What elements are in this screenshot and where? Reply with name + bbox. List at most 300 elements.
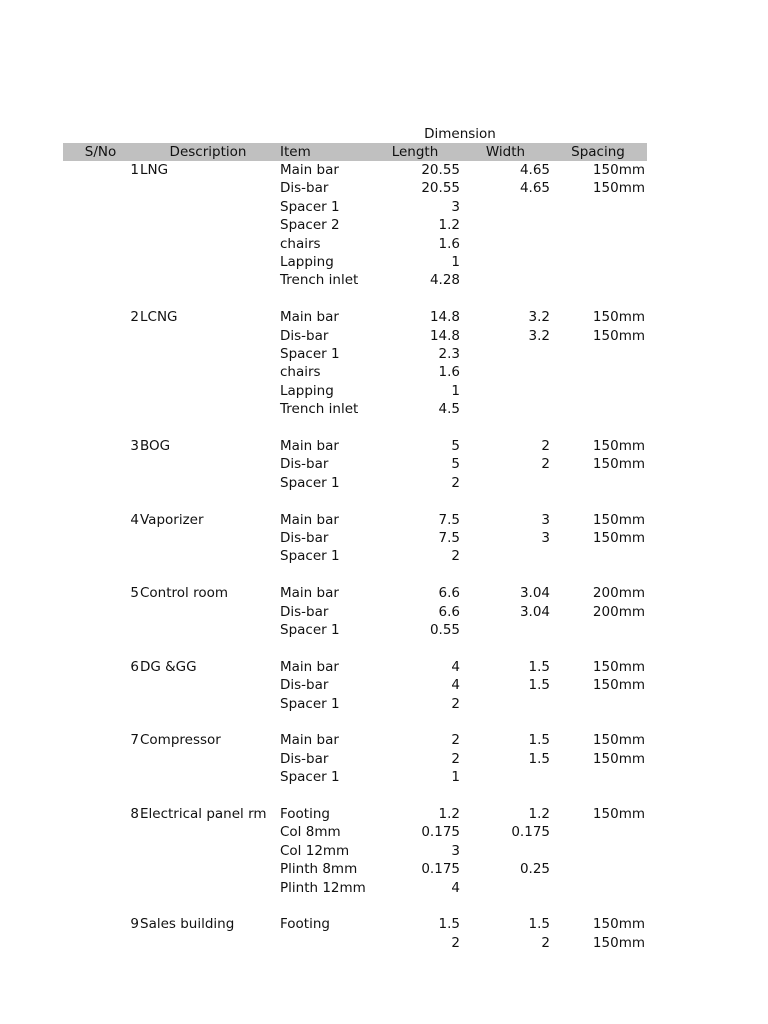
row-description [140, 934, 280, 952]
row-description: BOG [140, 438, 171, 454]
row-description [140, 345, 280, 363]
row-number: 7 [130, 732, 139, 749]
row-width: 1.5 [528, 916, 550, 933]
row-number [63, 676, 139, 694]
table-row [63, 750, 647, 768]
row-item: Main bar [280, 732, 339, 749]
row-description [140, 547, 280, 565]
row-width: 3.2 [528, 327, 550, 344]
row-width [473, 566, 550, 584]
row-item: Plinth 12mm [280, 879, 366, 896]
row-item: Footing [280, 806, 330, 822]
row-width [473, 492, 550, 510]
row-spacing: 150mm [592, 750, 645, 767]
row-item: Main bar [280, 585, 339, 602]
row-description [140, 290, 280, 308]
row-length: 6.6 [438, 603, 460, 620]
row-description: Control room [140, 585, 229, 602]
row-item: Spacer 2 [280, 217, 340, 234]
row-length: 6.6 [438, 585, 460, 602]
table-row [63, 161, 647, 179]
row-item [280, 934, 390, 952]
table-row [63, 253, 647, 271]
row-number [63, 787, 139, 805]
row-width: 2 [541, 438, 550, 454]
table-row [63, 345, 647, 363]
dimension-group-title: Dimension [424, 126, 496, 142]
row-width [473, 713, 550, 731]
row-spacing [563, 216, 645, 234]
header-row [63, 143, 647, 161]
row-description [140, 860, 280, 878]
table-row [63, 419, 647, 437]
row-description [140, 455, 280, 473]
row-number [63, 382, 139, 400]
row-description [140, 879, 280, 897]
row-spacing: 150mm [592, 180, 645, 197]
row-description [140, 750, 280, 768]
row-width: 0.175 [511, 824, 550, 841]
table-row [63, 787, 647, 805]
row-length [380, 787, 460, 805]
row-width [473, 621, 550, 639]
row-number: 1 [130, 162, 139, 178]
row-width [473, 842, 550, 860]
row-item: Lapping [280, 254, 334, 270]
row-item: Main bar [280, 511, 339, 528]
row-width [473, 382, 550, 400]
row-item: Spacer 1 [280, 548, 340, 565]
row-spacing: 150mm [592, 677, 645, 694]
row-item [280, 639, 390, 657]
row-width [473, 419, 550, 437]
row-item: Main bar [280, 658, 339, 675]
row-width: 4.65 [519, 162, 550, 178]
row-description: Electrical panel rm [140, 806, 267, 822]
row-width [473, 474, 550, 492]
row-number: 5 [130, 585, 139, 602]
row-item: Col 12mm [280, 842, 350, 859]
row-number [63, 879, 139, 897]
row-number [63, 823, 139, 841]
row-width [473, 216, 550, 234]
row-width [473, 345, 550, 363]
row-item: Lapping [280, 382, 334, 399]
table-row [63, 437, 647, 455]
row-description [140, 566, 280, 584]
row-description [140, 639, 280, 657]
table-row [63, 363, 647, 381]
row-spacing: 150mm [592, 806, 645, 822]
row-item: chairs [280, 235, 321, 252]
row-width [473, 400, 550, 418]
row-length: 14.8 [429, 309, 460, 326]
row-item: Dis-bar [280, 530, 329, 546]
row-number [63, 345, 139, 363]
row-length [380, 566, 460, 584]
row-width: 3.04 [519, 603, 550, 620]
row-spacing: 150mm [592, 658, 645, 675]
row-description [140, 897, 280, 915]
row-description [140, 382, 280, 400]
row-width: 3.04 [519, 585, 550, 602]
row-number [63, 639, 139, 657]
row-length: 3 [451, 198, 460, 215]
row-number [63, 566, 139, 584]
row-spacing: 150mm [592, 934, 645, 951]
row-item: Spacer 1 [280, 695, 340, 712]
row-spacing [563, 823, 645, 841]
header-length: Length [391, 144, 439, 160]
row-item: Dis-bar [280, 677, 329, 694]
row-length [380, 713, 460, 731]
row-spacing [563, 198, 645, 216]
row-number [63, 897, 139, 915]
row-length: 4.5 [438, 401, 460, 418]
row-description [140, 695, 280, 713]
row-description [140, 179, 280, 197]
row-item [280, 897, 390, 915]
row-width: 3 [541, 530, 550, 546]
row-length: 1.6 [438, 235, 460, 252]
table-row [63, 492, 647, 510]
row-number [63, 474, 139, 492]
row-spacing: 200mm [592, 585, 645, 602]
table-row [63, 658, 647, 676]
row-width: 1.2 [528, 806, 550, 822]
row-item: Dis-bar [280, 180, 329, 197]
row-width [473, 639, 550, 657]
row-length: 1 [451, 254, 460, 270]
row-description [140, 713, 280, 731]
row-description [140, 216, 280, 234]
row-item: Main bar [280, 162, 339, 178]
row-spacing [563, 787, 645, 805]
row-number: 9 [130, 916, 139, 933]
table-row [63, 731, 647, 749]
row-width: 3.2 [528, 309, 550, 326]
row-item: Dis-bar [280, 750, 329, 767]
table-row [63, 529, 647, 547]
row-item [280, 492, 390, 510]
row-description [140, 529, 280, 547]
row-length [380, 492, 460, 510]
row-width: 3 [541, 511, 550, 528]
row-spacing [563, 419, 645, 437]
table-row [63, 198, 647, 216]
table-row [63, 676, 647, 694]
row-spacing: 150mm [592, 162, 645, 178]
row-description [140, 676, 280, 694]
table-row [63, 695, 647, 713]
row-width: 1.5 [528, 677, 550, 694]
row-length: 2 [451, 474, 460, 491]
row-spacing [563, 547, 645, 565]
header-item: Item [280, 144, 311, 160]
table-row [63, 455, 647, 473]
table-row [63, 566, 647, 584]
row-number [63, 455, 139, 473]
row-width: 1.5 [528, 732, 550, 749]
header-width: Width [485, 144, 526, 160]
row-width: 2 [541, 456, 550, 473]
row-item: Dis-bar [280, 456, 329, 473]
row-description [140, 235, 280, 253]
row-description [140, 787, 280, 805]
row-width: 0.25 [519, 861, 550, 878]
table-row [63, 842, 647, 860]
row-number [63, 216, 139, 234]
row-number [63, 860, 139, 878]
row-description [140, 419, 280, 437]
row-spacing [563, 271, 645, 289]
row-length: 4 [451, 677, 460, 694]
row-spacing: 150mm [592, 916, 645, 933]
row-item [280, 566, 390, 584]
header-spacing: Spacing [571, 144, 625, 160]
row-length: 2 [451, 732, 460, 749]
row-number [63, 363, 139, 381]
row-width [473, 363, 550, 381]
row-description [140, 768, 280, 786]
table-row [63, 934, 647, 952]
row-spacing [563, 621, 645, 639]
row-length: 0.175 [421, 861, 460, 878]
row-number [63, 253, 139, 271]
table-row [63, 879, 647, 897]
row-item: Footing [280, 916, 330, 933]
row-length: 3 [451, 842, 460, 859]
row-length: 4 [451, 879, 460, 896]
row-spacing [563, 363, 645, 381]
row-spacing [563, 566, 645, 584]
row-width [473, 290, 550, 308]
row-description [140, 400, 280, 418]
row-length [380, 419, 460, 437]
row-number [63, 271, 139, 289]
row-item: chairs [280, 364, 321, 381]
table-row [63, 216, 647, 234]
row-length: 4.28 [429, 272, 460, 289]
row-length: 0.55 [429, 622, 460, 638]
row-description: LNG [140, 162, 169, 178]
row-length: 2 [451, 750, 460, 767]
header-description: Description [169, 144, 247, 160]
row-length: 0.175 [421, 824, 460, 841]
row-width [473, 768, 550, 786]
row-description: Sales building [140, 916, 235, 933]
table-row [63, 235, 647, 253]
table-row [63, 271, 647, 289]
table-row [63, 805, 647, 823]
row-spacing [563, 474, 645, 492]
table-row [63, 511, 647, 529]
row-description: Compressor [140, 732, 221, 749]
row-description: Vaporizer [140, 511, 204, 528]
row-length: 5 [451, 438, 460, 454]
row-length: 7.5 [438, 530, 460, 546]
table-row [63, 603, 647, 621]
row-spacing [563, 879, 645, 897]
row-item [280, 290, 390, 308]
table-row [63, 584, 647, 602]
row-width [473, 695, 550, 713]
row-description [140, 492, 280, 510]
row-number [63, 198, 139, 216]
row-spacing: 150mm [592, 327, 645, 344]
row-width [473, 897, 550, 915]
table-row [63, 639, 647, 657]
row-description [140, 823, 280, 841]
row-number [63, 529, 139, 547]
table-row [63, 290, 647, 308]
row-length: 1.2 [438, 217, 460, 234]
row-number [63, 768, 139, 786]
row-spacing [563, 400, 645, 418]
row-spacing [563, 639, 645, 657]
row-number [63, 400, 139, 418]
row-width [473, 253, 550, 271]
table-row [63, 897, 647, 915]
row-length: 1.5 [438, 916, 460, 933]
row-width: 4.65 [519, 180, 550, 197]
row-item: Dis-bar [280, 327, 329, 344]
row-item: Trench inlet [280, 401, 359, 418]
row-length: 2 [451, 695, 460, 712]
row-length [380, 639, 460, 657]
row-length [380, 897, 460, 915]
row-spacing: 150mm [592, 732, 645, 749]
row-spacing [563, 290, 645, 308]
row-number [63, 179, 139, 197]
row-number: 2 [130, 309, 139, 326]
row-spacing: 150mm [592, 309, 645, 326]
row-spacing [563, 713, 645, 731]
table-row [63, 400, 647, 418]
row-number [63, 842, 139, 860]
row-length: 2 [451, 548, 460, 565]
row-item: Plinth 8mm [280, 861, 358, 878]
row-description [140, 363, 280, 381]
row-item: Trench inlet [280, 272, 359, 289]
row-description [140, 621, 280, 639]
row-description [140, 842, 280, 860]
row-spacing [563, 695, 645, 713]
row-description [140, 271, 280, 289]
row-item [280, 713, 390, 731]
row-number [63, 492, 139, 510]
row-length: 5 [451, 456, 460, 473]
table-row [63, 382, 647, 400]
row-description [140, 198, 280, 216]
row-length: 7.5 [438, 511, 460, 528]
table-row [63, 474, 647, 492]
row-item: Spacer 1 [280, 346, 340, 362]
table-row [63, 915, 647, 933]
row-item: Spacer 1 [280, 769, 340, 786]
row-description: DG &GG [140, 658, 197, 675]
row-number [63, 750, 139, 768]
table-row [63, 768, 647, 786]
row-number: 3 [130, 438, 139, 454]
row-spacing [563, 842, 645, 860]
row-length: 2.3 [438, 346, 460, 362]
header-sno: S/No [84, 144, 117, 160]
row-spacing: 150mm [592, 438, 645, 454]
row-number [63, 934, 139, 952]
row-number [63, 327, 139, 345]
row-description [140, 474, 280, 492]
row-spacing: 200mm [592, 603, 645, 620]
row-length: 20.55 [421, 162, 460, 178]
row-item: Spacer 1 [280, 198, 340, 215]
table-row [63, 327, 647, 345]
table-row [63, 713, 647, 731]
row-number [63, 419, 139, 437]
row-item: Col 8mm [280, 824, 341, 841]
row-number [63, 603, 139, 621]
row-item [280, 787, 390, 805]
row-width [473, 879, 550, 897]
row-length: 2 [451, 934, 460, 951]
row-width [473, 787, 550, 805]
row-spacing: 150mm [592, 511, 645, 528]
row-number [63, 290, 139, 308]
row-width [473, 271, 550, 289]
row-item: Main bar [280, 309, 339, 326]
row-spacing [563, 235, 645, 253]
row-length: 4 [451, 658, 460, 675]
row-spacing [563, 897, 645, 915]
row-length: 1.6 [438, 364, 460, 381]
row-spacing: 150mm [592, 530, 645, 546]
row-number [63, 235, 139, 253]
table-row [63, 823, 647, 841]
table-row [63, 308, 647, 326]
row-spacing [563, 768, 645, 786]
row-spacing [563, 382, 645, 400]
row-description [140, 253, 280, 271]
row-number [63, 695, 139, 713]
row-length [380, 290, 460, 308]
row-item: Spacer 1 [280, 622, 340, 638]
table-row [63, 179, 647, 197]
row-width [473, 235, 550, 253]
row-length: 1 [451, 382, 460, 399]
row-number: 6 [130, 658, 139, 675]
row-description: LCNG [140, 309, 178, 326]
row-number: 8 [130, 806, 139, 822]
table-row [63, 860, 647, 878]
row-spacing: 150mm [592, 456, 645, 473]
row-number [63, 713, 139, 731]
table-row [63, 547, 647, 565]
row-number [63, 547, 139, 565]
row-spacing [563, 492, 645, 510]
row-length: 1.2 [438, 806, 460, 822]
row-width: 2 [541, 934, 550, 951]
row-spacing [563, 253, 645, 271]
row-description [140, 603, 280, 621]
row-spacing [563, 860, 645, 878]
row-length: 1 [451, 769, 460, 786]
row-width [473, 198, 550, 216]
row-item: Spacer 1 [280, 474, 340, 491]
row-spacing [563, 345, 645, 363]
row-item [280, 419, 390, 437]
row-length: 20.55 [421, 180, 460, 197]
row-number [63, 621, 139, 639]
